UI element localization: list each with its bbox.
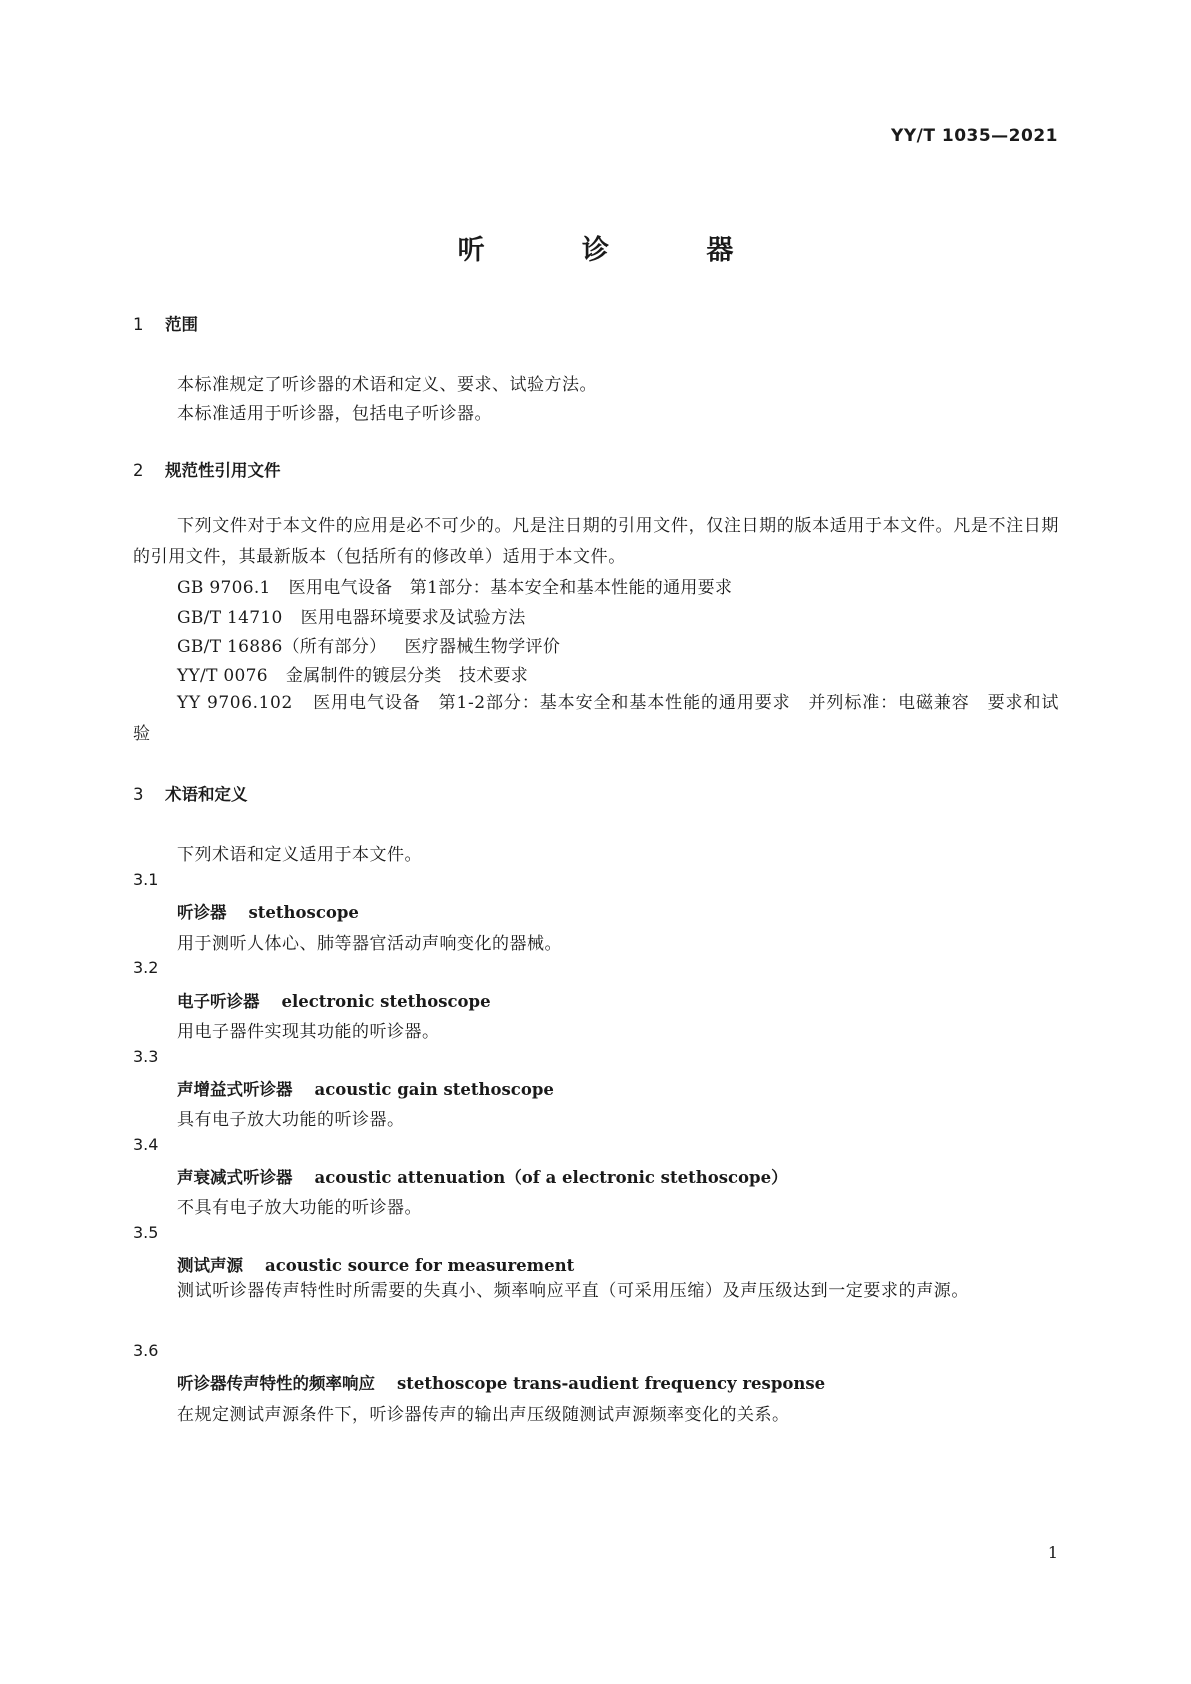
term-number: 3.3 bbox=[133, 1047, 159, 1066]
standard-code: YY/T 1035—2021 bbox=[891, 126, 1058, 146]
page-number: 1 bbox=[1047, 1543, 1058, 1562]
normative-reference bbox=[177, 632, 560, 657]
normative-reference bbox=[177, 573, 732, 598]
section-title: 范围 bbox=[165, 315, 198, 334]
reference-code: YY 9706.102 bbox=[177, 693, 293, 713]
term-definition: 用于测听人体心、肺等器官活动声响变化的器械。 bbox=[177, 934, 562, 954]
section-number: 2 bbox=[133, 461, 144, 480]
term-zh: 测试声源 bbox=[177, 1256, 243, 1275]
section-title: 规范性引用文件 bbox=[165, 461, 281, 480]
paragraph: 本标准规定了听诊器的术语和定义、要求、试验方法。 bbox=[177, 375, 597, 395]
term-definition: 测试听诊器传声特性时所需要的失真小、频率响应平直（可采用压缩）及声压级达到一定要求的声源。 bbox=[177, 1281, 969, 1301]
term-definition: 用电子器件实现其功能的听诊器。 bbox=[177, 1022, 440, 1042]
reference-code: GB 9706.1 bbox=[177, 578, 271, 598]
term-zh: 听诊器传声特性的频率响应 bbox=[177, 1374, 375, 1393]
term-entry bbox=[177, 1252, 574, 1276]
reference-title: 金属制件的镀层分类 技术要求 bbox=[285, 666, 529, 686]
term-en: acoustic attenuation（of a electronic stethoscope） bbox=[314, 1168, 788, 1187]
term-number: 3.5 bbox=[133, 1223, 159, 1242]
term-entry bbox=[177, 1076, 554, 1100]
section-title: 术语和定义 bbox=[165, 785, 248, 804]
term-zh: 声增益式听诊器 bbox=[177, 1080, 293, 1099]
reference-title: 医疗器械生物学评价 bbox=[404, 637, 561, 657]
section-heading-1 bbox=[133, 311, 198, 335]
term-entry bbox=[177, 899, 359, 923]
term-en: acoustic source for measurement bbox=[265, 1256, 575, 1275]
term-number: 3.4 bbox=[133, 1135, 159, 1154]
section-number: 3 bbox=[133, 785, 144, 804]
reference-title: 医用电气设备 第1部分：基本安全和基本性能的通用要求 bbox=[288, 578, 733, 598]
term-number: 3.1 bbox=[133, 870, 159, 889]
term-number: 3.6 bbox=[133, 1341, 159, 1360]
term-number: 3.2 bbox=[133, 958, 159, 977]
reference-title: 医用电器环境要求及试验方法 bbox=[300, 608, 526, 628]
term-definition: 具有电子放大功能的听诊器。 bbox=[177, 1110, 405, 1130]
normative-reference bbox=[133, 688, 1059, 750]
reference-code: YY/T 0076 bbox=[177, 666, 268, 686]
paragraph: 下列文件对于本文件的应用是必不可少的。凡是注日期的引用文件，仅注日期的版本适用于本文件。凡是不注日期的引用文件，其最新版本（包括所有的修改单）适用于本文件。 bbox=[133, 516, 1059, 567]
term-en: acoustic gain stethoscope bbox=[314, 1080, 554, 1099]
term-en: stethoscope trans-audient frequency response bbox=[397, 1374, 826, 1393]
term-definition: 在规定测试声源条件下，听诊器传声的输出声压级随测试声源频率变化的关系。 bbox=[177, 1405, 790, 1425]
term-zh: 听诊器 bbox=[177, 903, 227, 922]
normative-reference bbox=[177, 661, 528, 686]
term-entry bbox=[177, 988, 491, 1012]
term-definition: 不具有电子放大功能的听诊器。 bbox=[177, 1198, 422, 1218]
term-entry bbox=[177, 1164, 788, 1188]
term-en: stethoscope bbox=[248, 903, 359, 922]
term-zh: 声衰减式听诊器 bbox=[177, 1168, 293, 1187]
reference-title: 医用电气设备 第1-2部分：基本安全和基本性能的通用要求 并列标准：电磁兼容 要求和试验 bbox=[133, 693, 1059, 744]
document-title: 听 诊 器 bbox=[457, 235, 778, 266]
section-number: 1 bbox=[133, 315, 144, 334]
paragraph: 本标准适用于听诊器，包括电子听诊器。 bbox=[177, 404, 492, 424]
reference-code: GB/T 14710 bbox=[177, 608, 283, 628]
section-heading-3 bbox=[133, 781, 248, 805]
term-en: electronic stethoscope bbox=[281, 992, 491, 1011]
reference-code: GB/T 16886（所有部分） bbox=[177, 637, 387, 657]
term-entry bbox=[177, 1370, 825, 1394]
term-zh: 电子听诊器 bbox=[177, 992, 260, 1011]
section-heading-2 bbox=[133, 457, 281, 481]
normative-reference bbox=[177, 603, 526, 628]
paragraph: 下列术语和定义适用于本文件。 bbox=[177, 845, 422, 865]
